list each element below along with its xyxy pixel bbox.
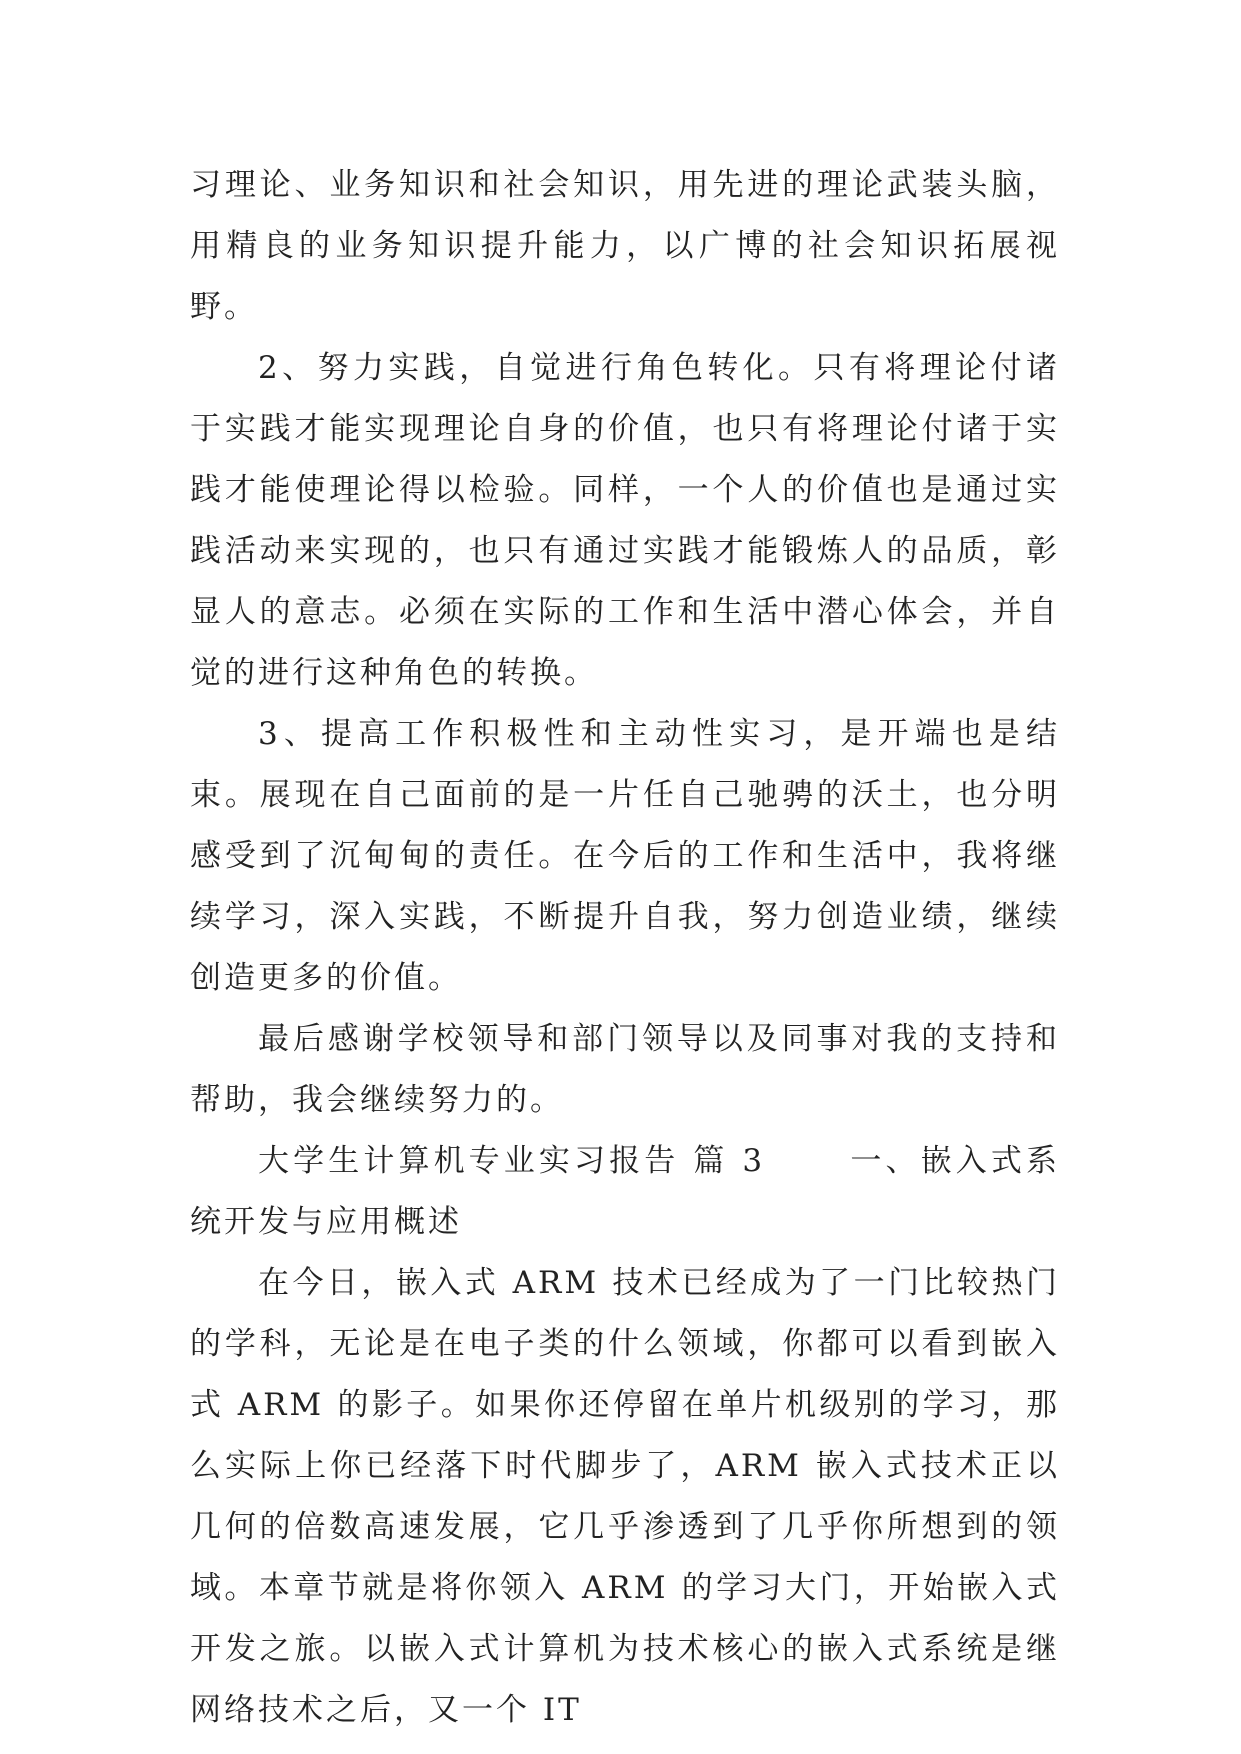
section-heading: 大学生计算机专业实习报告 篇 3 一、嵌入式系统开发与应用概述 <box>190 1143 1060 1240</box>
paragraph-3: 3、提高工作积极性和主动性实习，是开端也是结束。展现在自己面前的是一片任自己驰骋的沃土，也分明感受到了沉甸甸的责任。在今后的工作和生活中，我将继续学习，深入实践，不断提升自我，努力创造业绩，继续创造更多的价值。 <box>190 716 1060 996</box>
paragraph-1: 习理论、业务知识和社会知识，用先进的理论武装头脑，用精良的业务知识提升能力，以广博的社会知识拓展视野。 <box>190 167 1060 325</box>
document-body <box>190 155 1060 1741</box>
paragraph-5: 在今日，嵌入式 ARM 技术已经成为了一门比较热门的学科，无论是在电子类的什么领域，你都可以看到嵌入式 ARM 的影子。如果你还停留在单片机级别的学习，那么实际上你已经落下时代脚步了，ARM 嵌入式技术正以几何的倍数高速发展，它几乎渗透到了几乎你所想到的领域。本章节就是将你领入 ARM 的学习大门，开始嵌入式开发之旅。以嵌入式计算机为技术核心的嵌入式系统是继网络技术之后，又一个 IT <box>190 1265 1060 1728</box>
paragraph-4: 最后感谢学校领导和部门领导以及同事对我的支持和帮助，我会继续努力的。 <box>190 1021 1060 1118</box>
paragraph-2: 2、努力实践，自觉进行角色转化。只有将理论付诸于实践才能实现理论自身的价值，也只有将理论付诸于实践才能使理论得以检验。同样，一个人的价值也是通过实践活动来实现的，也只有通过实践才能锻炼人的品质，彰显人的意志。必须在实际的工作和生活中潜心体会，并自觉的进行这种角色的转换。 <box>190 350 1060 691</box>
